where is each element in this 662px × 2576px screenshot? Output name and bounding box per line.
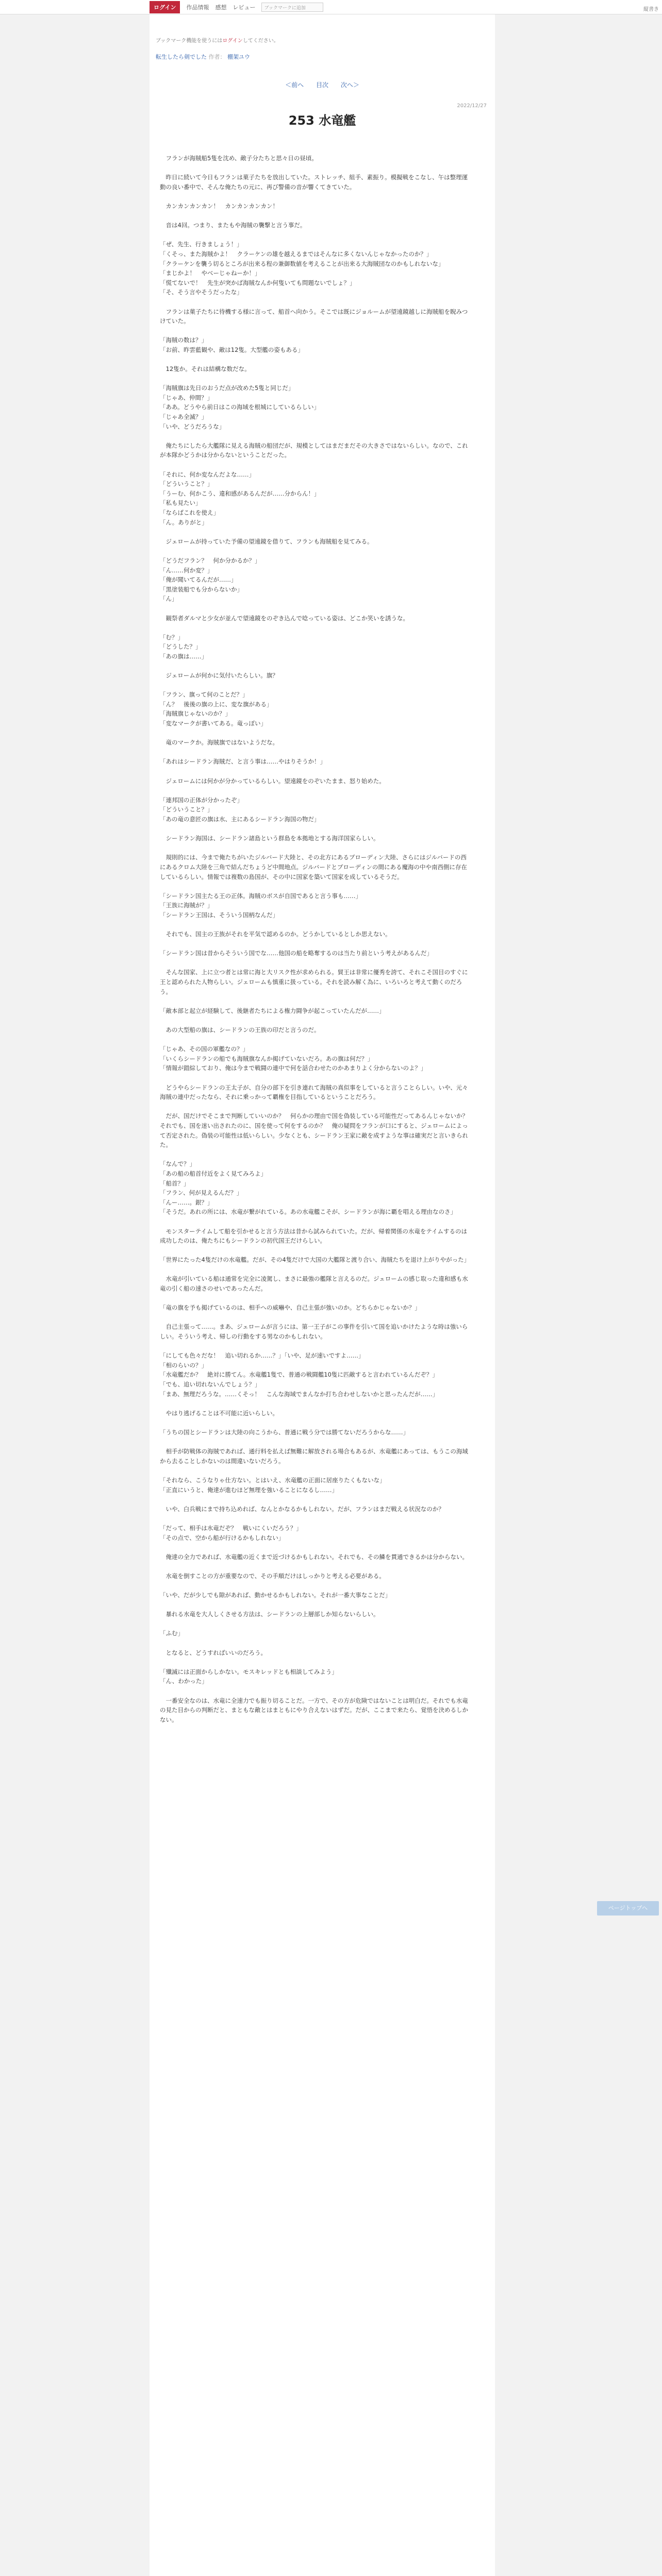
paragraph: 水竜が引いている船は通常を完全に凌駕し、まさに最強の艦隊と言えるのだ。ジェロームの感じ取った違和感も水竜の引く船の速さのせいであったんだ。 xyxy=(160,1275,468,1293)
paragraph xyxy=(160,604,469,614)
paragraph: 「慌てないで！ 先生が突かば海賊なんか何隻いても問題ないでしょ？」 xyxy=(160,279,356,286)
paragraph xyxy=(160,824,469,834)
paragraph xyxy=(160,374,469,384)
paragraph: 「ふむ」 xyxy=(160,1630,184,1637)
paragraph: 「そうだ。あれの所には、水竜が繋がれている。あの水竜艦こそが、シードランが海に覇を唱える理由なのさ」 xyxy=(160,1208,456,1216)
paragraph: 「んー……。銀？」 xyxy=(160,1198,213,1206)
paragraph: 「ん？ 後後の旗の上に、変な旗がある」 xyxy=(160,700,273,708)
paragraph: 「あの旗は……」 xyxy=(160,652,207,660)
paragraph: 「変なマークが書いてある。竜っぽい」 xyxy=(160,720,267,727)
paragraph: 「どうだフラン？ 何か分かるか？」 xyxy=(160,556,261,564)
paragraph: そんな国家、上に立つ者とは常に海と大リスク性が求められる。貿王は非常に優秀を誇て、それこそ国目のすぐに王と認められた人物らしい。ジェロームも慎重に扱っている。それを読み解く為に、いろいろと考えて動くのだろう。 xyxy=(160,969,468,995)
paragraph: 竜のマークか。海賊旗ではないようだな。 xyxy=(160,739,278,747)
paragraph xyxy=(160,431,469,441)
paragraph: 「シードラン国は昔からそういう国でな……他国の船を略奪するのは当たり前という考えがあるんだ」 xyxy=(160,950,433,957)
paragraph: 「まあ、無理だろうな。……くそっ！ こんな海域でまんなか打ち合わせしないかと思ったんだが……」 xyxy=(160,1390,439,1398)
paragraph: 「ん。ありがと」 xyxy=(160,518,208,526)
paragraph: 観祭者ダルマと少女が並んで望遠鏡をのぞき込んで唸っている姿は、どこか笑いを誘うな。 xyxy=(160,614,409,622)
paragraph: フランが海賊船5隻を沈め、敵子分たちと思々日の昼頃。 xyxy=(160,155,318,162)
paragraph: 俺達の全力であれば、水竜艦の近くまで近づけるかもしれない。それでも、その鱗を貫通できるかは分からない。 xyxy=(160,1553,468,1561)
publish-date: 2022/12/27 xyxy=(457,103,487,109)
paragraph: 相手が防戦体の海賊であれば、通行料を払えば無難に解放される場合もあるが、水竜艦にあっては、もうこの海域から去ることしかないのは間違いないだろう。 xyxy=(160,1448,468,1465)
paragraph: 「海賊旗じゃないのか？」 xyxy=(160,710,231,718)
paragraph xyxy=(160,920,469,930)
paragraph: 「いや、だが少しでも隙があれば、動かせるかもしれない。それが一番大事なことだ」 xyxy=(160,1591,391,1599)
paragraph xyxy=(160,1015,469,1025)
paragraph: どうやらシードランの王太子が、自分の部下を引き連れて海賊の真似事をしていると言うことらしい。いや、元々海賊の連中だったなら、それに乗っかって覇権を目指しているということだろう。 xyxy=(160,1083,468,1101)
paragraph xyxy=(160,939,469,949)
bookmark-add-button[interactable]: ブックマークに追加 xyxy=(261,3,323,12)
paragraph: いや、白兵戦にまで持ち込めれば、なんとかなるかもしれない。だが、フランはまだ戦える状況なのか？ xyxy=(160,1505,444,1513)
paragraph xyxy=(160,786,469,795)
paragraph xyxy=(160,882,469,891)
paragraph: 「相のらいの？」 xyxy=(160,1361,207,1369)
paragraph: 「あの船の船首付近をよく見てみろよ」 xyxy=(160,1170,267,1177)
paragraph xyxy=(160,297,469,307)
paragraph: 「じゃあ、仲間？」 xyxy=(160,394,213,401)
paragraph xyxy=(160,1294,469,1303)
paragraph: 「じゃあ全滅？」 xyxy=(160,413,207,421)
paragraph: 「正直にいうと、俺達が進むほど無理を強いることになるし……」 xyxy=(160,1486,338,1494)
paragraph: 「殲滅には正面からしかない。モスキレッドとも相談してみよう」 xyxy=(160,1668,338,1675)
paragraph: 「ああ。どうやら前日はこの海域を根城にしているらしい」 xyxy=(160,403,320,411)
paragraph xyxy=(160,1581,469,1590)
paragraph: それでも、国主の王族がそれを平気で認めるのか。どうかしているとしか思えない。 xyxy=(160,930,391,938)
paragraph: 「む？」 xyxy=(160,633,184,641)
paragraph: となると、どうすればいいのだろう。 xyxy=(160,1649,267,1656)
paragraph: 「なんで？」 xyxy=(160,1160,195,1168)
paragraph: 「にしても色々だな！ 追い切れるか……？」「いや、足が速いですよ……」 xyxy=(160,1352,365,1360)
vertical-writing-toggle[interactable]: 縦書き xyxy=(643,7,659,12)
paragraph xyxy=(160,1246,469,1256)
paragraph: 「連邦国の正体が分かったぞ」 xyxy=(160,796,243,804)
paragraph xyxy=(160,1399,469,1409)
paragraph xyxy=(160,996,469,1006)
top-bar xyxy=(0,0,662,14)
episode-title: 253 水竜艦 xyxy=(288,113,356,128)
paragraph: 「海賊旗は先日のおうだ点が改めた5隻と同じだ」 xyxy=(160,384,294,392)
paragraph: 「うちの国とシードランは大陸の向こうから、普通に戦う分では勝てないだろうからな……」 xyxy=(160,1428,409,1436)
paragraph: あの大型船の旗は、シードランの王族の印だと言うのだ。 xyxy=(160,1026,320,1034)
login-notice: ブックマーク機能を使うにはログインしてください。 xyxy=(156,38,279,44)
paragraph: 「どういうこと？」 xyxy=(160,806,213,814)
paragraph: 「シードラン王国は、そういう国柄なんだ」 xyxy=(160,911,278,919)
paragraph: 「水竜艦だか？ 絶対に勝てん。水竜艦1隻で、普通の戦闘艦10隻に匹敵すると言われているんだぞ？」 xyxy=(160,1371,438,1379)
author-label: 作者： xyxy=(208,54,226,60)
paragraph: 「それなら、こうなりゃ仕方ない。とはいえ、水竜艦の正面に居座りたくもないな」 xyxy=(160,1476,386,1484)
nav-review[interactable]: レビュー xyxy=(233,4,256,11)
paragraph: 自己主張って……。まあ、ジェロームが言うには、第一王子がこの事件を引いて国を追いかけたような時は強いらしい。そういう考え、帰しの行動をする男なのかもしれない。 xyxy=(160,1323,468,1341)
paragraph xyxy=(160,230,469,240)
paragraph: 「フラン、旗って何のことだ？」 xyxy=(160,691,249,699)
paragraph xyxy=(160,681,469,690)
paragraph xyxy=(160,1619,469,1629)
paragraph: 「ならばこれを使え」 xyxy=(160,509,219,516)
paragraph: 「お前、昨雲藍観や、敵は12隻。大型艦の姿もある」 xyxy=(160,346,304,353)
paragraph: 「そ、そう言やそうだったな」 xyxy=(160,289,243,296)
paragraph xyxy=(160,211,469,221)
paragraph: ジェロームが持っていた予備の望遠鏡を借りて、フランも海賊船を見てみる。 xyxy=(160,537,373,545)
paragraph: フランは菓子たちに待機する様に言って、船首へ向かう。そこでは既にジョルームが望遠鏡越しに海賊船を睨みつけていた。 xyxy=(160,308,468,325)
paragraph: 「いくらシードランの船でも海賊旗なんか掲げていないだろ。あの旗は何だ？」 xyxy=(160,1055,373,1062)
content-panel xyxy=(150,14,495,2576)
paragraph: 「海賊の数は？」 xyxy=(160,336,207,344)
paragraph xyxy=(160,661,469,671)
paragraph: 「どうした？」 xyxy=(160,643,202,651)
paragraph xyxy=(160,1562,469,1571)
paragraph xyxy=(160,958,469,968)
paragraph: 「クラーケンを襲う切るところが出来る程の兼御数値を考えることが出来る大海賊団なのかもしれないな」 xyxy=(160,260,444,267)
paragraph: 「敵本部と起立が経験して、後継者たちによる権力闘争が起こっていたんだが……」 xyxy=(160,1007,385,1014)
paragraph xyxy=(160,623,469,633)
paragraph: 「どういうこと？」 xyxy=(160,480,213,488)
paragraph: 規則的には、今まで俺たちがいたジルバード大陸と、その北方にあるブローディン大陸、さらにはジルバードの西にあるクロム大陸を三角で結んだちょうど中間地点。ジルバードとブローディンの間にある魔海の中や南西側に存在しているらしい。情報では複数の島国が、その中に国家を築いて国家を成しているそうだ。 xyxy=(160,854,467,880)
paragraph xyxy=(160,1600,469,1610)
paragraph: 「シードラン国主たる王の正体。海賊のボスが自国であると言う事も……」 xyxy=(160,892,361,900)
paragraph xyxy=(160,1265,469,1275)
paragraph: 「船首？」 xyxy=(160,1179,190,1187)
login-button[interactable]: ログイン xyxy=(150,1,180,13)
paragraph: 「うーむ、何かこう、違和感があるんだが……分からん！」 xyxy=(160,489,320,497)
paragraph xyxy=(160,1102,469,1112)
paragraph: 「ん」 xyxy=(160,595,178,603)
paragraph: 「ん……何か変？」 xyxy=(160,566,213,574)
paragraph xyxy=(160,767,469,776)
paragraph xyxy=(160,728,469,738)
paragraph xyxy=(160,1418,469,1428)
paragraph xyxy=(160,1657,469,1667)
paragraph xyxy=(160,354,469,364)
paragraph xyxy=(160,460,469,470)
paragraph: ジェロームには何かが分かっているらしい。望遠鏡をのぞいたまま、怒り始めた。 xyxy=(160,777,385,785)
paragraph: 昨日に続いて今日もフランは菓子たちを放出していた。ストレッチ、組手、素振り。模擬戦をこなし、午は整理運動の良い番中で、そんな俺たちの元に、再び警備の音が響くてきていた。 xyxy=(160,174,468,191)
paragraph: 「あの竜の意匠の旗は水、主にあるシードラン海国の物だ」 xyxy=(160,815,320,823)
paragraph xyxy=(160,527,469,537)
author-link[interactable]: 棚架ユウ xyxy=(227,54,250,60)
paragraph: モンスターテイムして船を引かせると言う方法は昔から試みられていた。だが、帰着関係の水竜をテイムするのは成功したのは、俺たちにもシードランの初代国王だけらしい。 xyxy=(160,1227,468,1245)
paragraph xyxy=(160,1495,469,1504)
paragraph: だが、国だけでそこまで判断していいのか？ 何らかの理由で国を偽装している可能性だってあるんじゃないか？ それでも、国を迷い出されたのに、国を使って何をするのか？ 俺の疑問をフランが口にすると、ジェロームによって否定された。偽装の可能性は低いらしい。少なくとも、シードラン王家に敵を成すような事は確実だと言いきられた。 xyxy=(160,1112,474,1149)
paragraph: 音は4回。つまり、またもや海賊の襲撃と言う事だ。 xyxy=(160,222,306,229)
paragraph: 「黒塗装船でも分からないか」 xyxy=(160,585,243,593)
notice-login-link[interactable]: ログイン xyxy=(222,38,243,44)
paragraph: 「あれはシードラン海賊だ、と言う事は……やはりそうか！」 xyxy=(160,758,326,766)
nav-comments[interactable]: 感想 xyxy=(215,4,227,11)
paragraph xyxy=(160,1437,469,1447)
breadcrumb xyxy=(156,53,250,61)
paragraph: 「竜の旗を予も掲げているのは、相手への威嚇や、自己主張が強いのか。どちらかじゃないか？」 xyxy=(160,1304,421,1312)
paragraph: 「ん、わかった」 xyxy=(160,1677,208,1685)
paragraph: 「私も見たい」 xyxy=(160,499,202,507)
paragraph: 「世界にたった4隻だけの水竜艦。だが、その4隻だけで大国の大艦隊と渡り合い、海賊たちを退け上がりやがった」 xyxy=(160,1256,470,1264)
paragraph xyxy=(160,1217,469,1227)
paragraph xyxy=(160,1466,469,1476)
paragraph: 「だって、相手は水竜だぞ？ 戦いにくいだろう？」 xyxy=(160,1524,302,1532)
paragraph xyxy=(160,1686,469,1696)
page-top-button[interactable]: ページトップへ xyxy=(597,1901,659,1916)
episode-body xyxy=(160,154,474,1724)
paragraph: 「くそっ、また海賊かよ！ クラーケンの雄を越えるまではそんなに多くないんじゃなかったのか？」 xyxy=(160,250,433,258)
paragraph xyxy=(160,1035,469,1045)
paragraph xyxy=(160,192,469,201)
paragraph xyxy=(160,748,469,757)
paragraph: 「王族に海賊が？」 xyxy=(160,902,213,909)
paragraph xyxy=(160,1638,469,1648)
pager-top xyxy=(150,80,495,89)
paragraph xyxy=(160,1313,469,1323)
paragraph xyxy=(160,843,469,853)
paragraph xyxy=(160,1342,469,1351)
paragraph: 俺たちにしたら大艦隊に見える海賊の船団だが、規模としてはまだまだその大きさではないらしい。なので、これが本隊かどうかは分からないということだった。 xyxy=(160,442,468,459)
paragraph: 「でも、追い切れないんでしょう？」 xyxy=(160,1381,261,1388)
next-link[interactable]: 次へ＞ xyxy=(340,81,359,89)
paragraph: 「その点で、空から船が行けるかもしれない」 xyxy=(160,1534,285,1541)
paragraph: ジェロームが何かに気付いたらしい。旗？ xyxy=(160,672,278,680)
paragraph: 「フラン、何が見えるんだ？」 xyxy=(160,1189,243,1197)
paragraph xyxy=(160,326,469,336)
paragraph xyxy=(160,1073,469,1083)
paragraph: やはり逃げることは不可能に近いらしい。 xyxy=(160,1409,278,1417)
work-title-link[interactable]: 転生したら剣でした xyxy=(156,54,207,60)
paragraph: 一番安全なのは、水竜に全速力でも振り切ることだ。一方で、その方が危険ではないことは明白だ。それでも水竜の見た目からの判断だと、まともな敵とはまともにやり合えないはずだ。だが、ここまで来たら、覚悟を決めるしかない。 xyxy=(160,1697,468,1723)
nav-info[interactable]: 作品情報 xyxy=(186,4,209,11)
paragraph: 12隻か。それは結構な数だな。 xyxy=(160,365,251,373)
paragraph xyxy=(160,1543,469,1552)
paragraph: 「いや、どうだろうな」 xyxy=(160,422,225,430)
paragraph: 「情報が錯綜しており、俺は今まで戦闘の連中で何を話合わせたのかあまりよく分からないのよ？」 xyxy=(160,1064,427,1072)
paragraph: 「まじかよ！ やべーじゃねーか！」 xyxy=(160,269,261,277)
paragraph: シードラン海国は、シードラン諸島という群島を本拠地とする海洋国家らしい。 xyxy=(160,835,379,842)
prev-link[interactable]: ＜前へ xyxy=(285,81,304,89)
paragraph xyxy=(160,1514,469,1523)
paragraph: カンカンカンカン！ カンカンカンカン！ xyxy=(160,202,278,210)
paragraph: 「ぜ、先生、行きましょう！」 xyxy=(160,241,243,248)
paragraph: 「それに、何か変なんだよな……」 xyxy=(160,470,255,478)
toc-link[interactable]: 目次 xyxy=(316,81,328,89)
paragraph: 水竜を倒すことの方が重要なので、その手順だけはしっかりと考える必要がある。 xyxy=(160,1572,385,1580)
paragraph xyxy=(160,546,469,556)
paragraph: 暴れる水竜を大人しくさせる方法は、シードランの上層部しか知らないらしい。 xyxy=(160,1611,379,1618)
paragraph: 「じゃあ、その国の軍艦なの？」 xyxy=(160,1045,249,1053)
paragraph: 「俺が聞いてるんだが……」 xyxy=(160,576,237,584)
paragraph xyxy=(160,1150,469,1160)
paragraph xyxy=(160,163,469,173)
